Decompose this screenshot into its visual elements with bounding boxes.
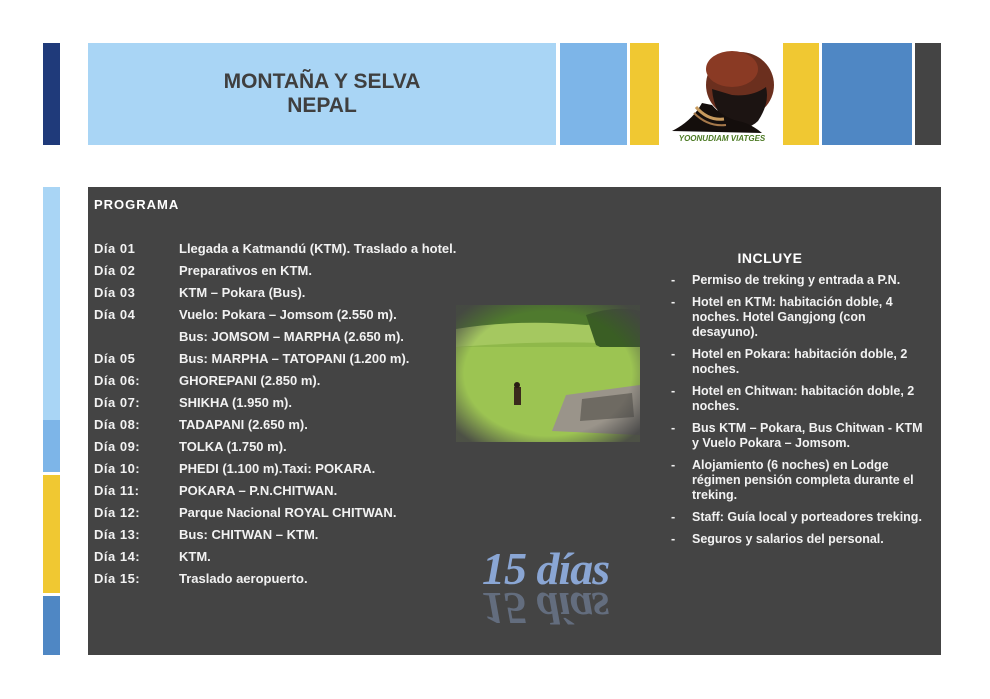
includes-item-text: Hotel en Chitwan: habitación doble, 2 noches. xyxy=(692,384,915,413)
itinerary-row xyxy=(94,436,494,458)
header-block-yellow-2 xyxy=(783,43,819,145)
itinerary-day: Día 07: xyxy=(94,395,141,410)
itinerary-day: Día 14: xyxy=(94,549,141,564)
itinerary-day: Día 12: xyxy=(94,505,141,520)
left-bar-lightblue xyxy=(43,187,60,420)
includes-list xyxy=(668,273,930,554)
includes-item xyxy=(668,347,930,377)
itinerary-activity: TOLKA (1.750 m). xyxy=(179,439,287,454)
itinerary-day: Día 02 xyxy=(94,263,136,278)
includes-item-text: Hotel en Pokara: habitación doble, 2 noches. xyxy=(692,347,908,376)
left-bar-navy xyxy=(43,43,60,145)
itinerary-row xyxy=(94,458,494,480)
itinerary-day: Día 04 xyxy=(94,307,136,322)
itinerary-day: Día 09: xyxy=(94,439,141,454)
includes-item xyxy=(668,384,930,414)
includes-item-text: Staff: Guía local y porteadores treking. xyxy=(692,510,922,524)
itinerary-row xyxy=(94,282,494,304)
brand-logo xyxy=(662,43,780,145)
includes-item xyxy=(668,532,930,547)
dash-bullet: - xyxy=(671,273,676,287)
title-line-1: MONTAÑA Y SELVA xyxy=(223,70,421,93)
includes-item-text: Seguros y salarios del personal. xyxy=(692,532,884,546)
header-title-block xyxy=(88,43,556,145)
itinerary-activity: GHOREPANI (2.850 m). xyxy=(179,373,321,388)
itinerary-activity: PHEDI (1.100 m).Taxi: POKARA. xyxy=(179,461,376,476)
itinerary-row xyxy=(94,480,494,502)
includes-item xyxy=(668,295,930,340)
itinerary-row xyxy=(94,546,494,568)
header-block-yellow xyxy=(630,43,659,145)
itinerary-activity: Parque Nacional ROYAL CHITWAN. xyxy=(179,505,397,520)
itinerary-row xyxy=(94,370,494,392)
itinerary-day: Día 06: xyxy=(94,373,141,388)
itinerary-row xyxy=(94,414,494,436)
itinerary-day: Día 01 xyxy=(94,241,136,256)
left-bar-steelblue xyxy=(43,596,60,655)
itinerary-activity: POKARA – P.N.CHITWAN. xyxy=(179,483,338,498)
itinerary-activity: Traslado aeropuerto. xyxy=(179,571,308,586)
itinerary-activity: Llegada a Katmandú (KTM). Traslado a hotel. xyxy=(179,241,457,256)
itinerary-activity: Bus: JOMSOM – MARPHA (2.650 m). xyxy=(179,329,404,344)
itinerary-activity: Bus: MARPHA – TATOPANI (1.200 m). xyxy=(179,351,410,366)
dash-bullet: - xyxy=(671,295,676,309)
itinerary-day: Día 03 xyxy=(94,285,136,300)
itinerary-day: Día 15: xyxy=(94,571,141,586)
itinerary-row xyxy=(94,568,494,590)
left-bar-midblue xyxy=(43,420,60,472)
itinerary-activity: Vuelo: Pokara – Jomsom (2.550 m). xyxy=(179,307,397,322)
left-bar-yellow xyxy=(43,475,60,593)
itinerary-row xyxy=(94,524,494,546)
itinerary-activity: KTM. xyxy=(179,549,211,564)
itinerary-list xyxy=(94,238,494,590)
itinerary-row xyxy=(94,304,494,326)
rice-field-image xyxy=(456,305,640,442)
brand-name: YOONUDIAM VIATGES xyxy=(678,134,766,143)
itinerary-day: Día 13: xyxy=(94,527,141,542)
includes-item xyxy=(668,273,930,288)
itinerary-row xyxy=(94,392,494,414)
itinerary-day: Día 05 xyxy=(94,351,136,366)
dash-bullet: - xyxy=(671,532,676,546)
itinerary-row xyxy=(94,260,494,282)
includes-item xyxy=(668,510,930,525)
portrait-silhouette-icon xyxy=(662,43,780,145)
header-block-midblue xyxy=(560,43,627,145)
duration-text: 15 días xyxy=(482,543,610,594)
dash-bullet: - xyxy=(671,458,676,472)
header-block-darkgray xyxy=(915,43,941,145)
itinerary-row xyxy=(94,348,494,370)
itinerary-row xyxy=(94,502,494,524)
includes-item xyxy=(668,421,930,451)
dash-bullet: - xyxy=(671,384,676,398)
itinerary-row xyxy=(94,238,494,260)
program-label: PROGRAMA xyxy=(94,197,180,212)
dash-bullet: - xyxy=(671,510,676,524)
dash-bullet: - xyxy=(671,421,676,435)
title-line-2: NEPAL xyxy=(287,94,357,117)
itinerary-row xyxy=(94,326,494,348)
includes-item-text: Alojamiento (6 noches) en Lodge régimen pensión completa durante el treking. xyxy=(692,458,914,502)
itinerary-day: Día 08: xyxy=(94,417,141,432)
duration-reflection: 15 días xyxy=(482,583,610,634)
dash-bullet: - xyxy=(671,347,676,361)
itinerary-activity: Preparativos en KTM. xyxy=(179,263,312,278)
includes-item-text: Permiso de treking y entrada a P.N. xyxy=(692,273,901,287)
itinerary-activity: TADAPANI (2.650 m). xyxy=(179,417,308,432)
includes-title: INCLUYE xyxy=(737,250,803,266)
itinerary-activity: Bus: CHITWAN – KTM. xyxy=(179,527,319,542)
includes-item xyxy=(668,458,930,503)
itinerary-activity: KTM – Pokara (Bus). xyxy=(179,285,306,300)
itinerary-day: Día 11: xyxy=(94,483,140,498)
landscape-photo xyxy=(456,305,640,442)
itinerary-day: Día 10: xyxy=(94,461,141,476)
includes-item-text: Hotel en KTM: habitación doble, 4 noches. Hotel Gangjong (con desayuno). xyxy=(692,295,893,339)
header-block-steelblue xyxy=(822,43,912,145)
itinerary-activity: SHIKHA (1.950 m). xyxy=(179,395,292,410)
includes-item-text: Bus KTM – Pokara, Bus Chitwan - KTM y Vuelo Pokara – Jomsom. xyxy=(692,421,923,450)
